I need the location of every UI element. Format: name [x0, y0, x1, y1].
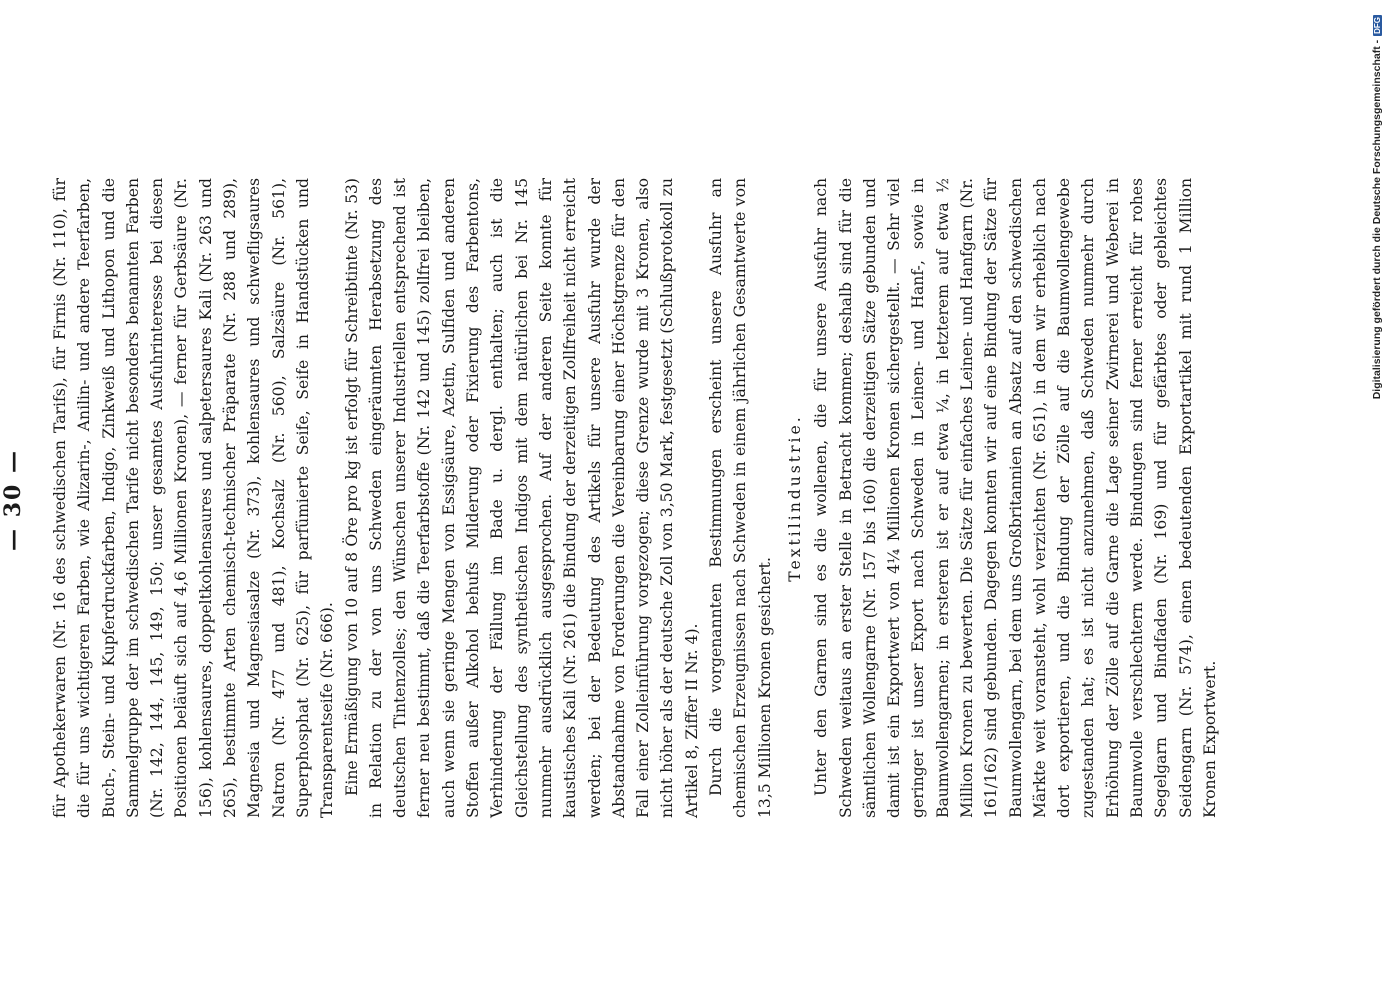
paragraph-chemicals: für Apothekerwaren (Nr. 16 des schwedischen Tarifs), für Firnis (Nr. 110), für die für uns wichtigeren Farben, wie Alizarin-, Anilin- und andere Teerfarben, Buch-, Stein- und Kupferdruckfarben, Indigo, Zinkweiß und Lithopon und die Sammelgruppe der im schwedischen Tarife nicht besonders benannten Farben (Nr. 142, 144, 145, 149, 150; unser gesamtes Ausfuhrinteresse bei diesen Positionen beläuft sich auf 4,6 Millionen Kronen), — ferner für Gerbsäure (Nr. 156), kohlensaures, doppeltkohlensaures und salpetersaures Kali (Nr. 263 und 265), bestimmte Arten chemisch-technischer Präparate (Nr. 288 und 289), Magnesia und Magnesiasalze (Nr. 373), kohlensaures und schwefligsaures Natron (Nr. 477 und 481), Kochsalz (Nr. 560), Salzsäure (Nr. 561), Superphosphat (Nr. 625), für parfümierte Seife, Seife in Handstücken und Transparentseife (Nr. 666). [51, 178, 337, 818]
paragraph-textile-yarns: Unter den Garnen sind es die wollenen, die für unsere Ausfuhr nach Schweden weitaus an erster Stelle in Betracht kommen; deshalb sind für die sämtlichen Wollengarne (Nr. 157 bis 160) die derzeitigen Sätze gebunden und damit ist ein Exportwert von 4¼ Millionen Kronen sichergestellt. — Sehr viel geringer ist unser Export nach Schweden in Leinen- und Hanf-, sowie in Baumwollengarnen; in ersteren ist er auf etwa ¼, in letzterem auf etwa ½ Million Kronen zu bewerten. Die Sätze für einfaches Leinen- und Hanfgarn (Nr. 161/162) sind gebunden. Dagegen konnten wir auf eine Bindung der Sätze für Baumwollengarn, bei dem uns Großbritannien an Absatz auf den schwedischen Märkte weit voransteht, wohl verzichten (Nr. 651), in dem wir erheblich nach dort exportieren, und die Bindung der Zölle auf die Baumwollengewebe zugestanden hat; es ist nicht anzunehmen, daß Schweden nunmehr durch Erhöhung der Zölle auf die Garne die Lage seiner Zwirnerei und Weberei in Baumwolle verschlechtern werde. Bindungen sind ferner erreicht für rohes Segelgarn und Bindfaden (Nr. 169) und für gefärbtes oder gebleichtes Seidengarn (Nr. 574), einen bedeutenden Exportartikel mit rund 1 Million Kronen Exportwert. [812, 178, 1219, 818]
section-heading-textile: Textilindustrie. [785, 414, 804, 582]
body-text [48, 178, 1222, 818]
digitization-credit [1370, 15, 1383, 995]
paragraph-chemical-exports-summary: Durch die vorgenannten Bestimmungen erscheint unsere Ausfuhr an chemischen Erzeugnissen nach Schweden in einem jährlichen Gesamtwerte von 13,5 Millionen Kronen gesichert. [707, 178, 774, 818]
credit-text: Digitalisierung gefördert durch die Deutsche Forschungsgemeinschaft - [1371, 39, 1383, 400]
page-number: — 30 — [0, 449, 26, 551]
paragraph-ink-and-dyes: Eine Ermäßigung von 10 auf 8 Öre pro kg ist erfolgt für Schreibtinte (Nr. 53) in Relation zu der von uns Schweden eingeräumten Herabsetzung des deutschen Tintenzolles; den Wünschen unserer Industriellen entsprechend ist ferner neu bestimmt, daß die Teerfarbstoffe (Nr. 142 und 145) zollfrei bleiben, auch wenn sie geringe Mengen von Essigsäure, Azetin, Sulfiden und anderen Stoffen außer Alkohol behufs Milderung oder Fixierung des Farbentons, Verhinderung der Fällung im Bade u. dergl. enthalten; auch ist die Gleichstellung des synthetischen Indigos mit dem natürlichen bei Nr. 145 nunmehr ausdrücklich ausgesprochen. Auf der anderen Seite konnte für kaustisches Kali (Nr. 261) die Bindung der derzeitigen Zollfreiheit nicht erreicht werden; bei der Bedeutung des Artikels für unsere Ausfuhr wurde der Abstandnahme von Forderungen die Vereinbarung einer Höchstgrenze für den Fall einer Zolleinführung vorgezogen; diese Grenze wurde mit 3 Kronen, also nicht höher als der deutsche Zoll von 3,50 Mark, festgesetzt (Schlußprotokoll zu Artikel 8, Ziffer II Nr. 4). [342, 178, 701, 818]
dfg-logo: DFG [1372, 17, 1382, 34]
